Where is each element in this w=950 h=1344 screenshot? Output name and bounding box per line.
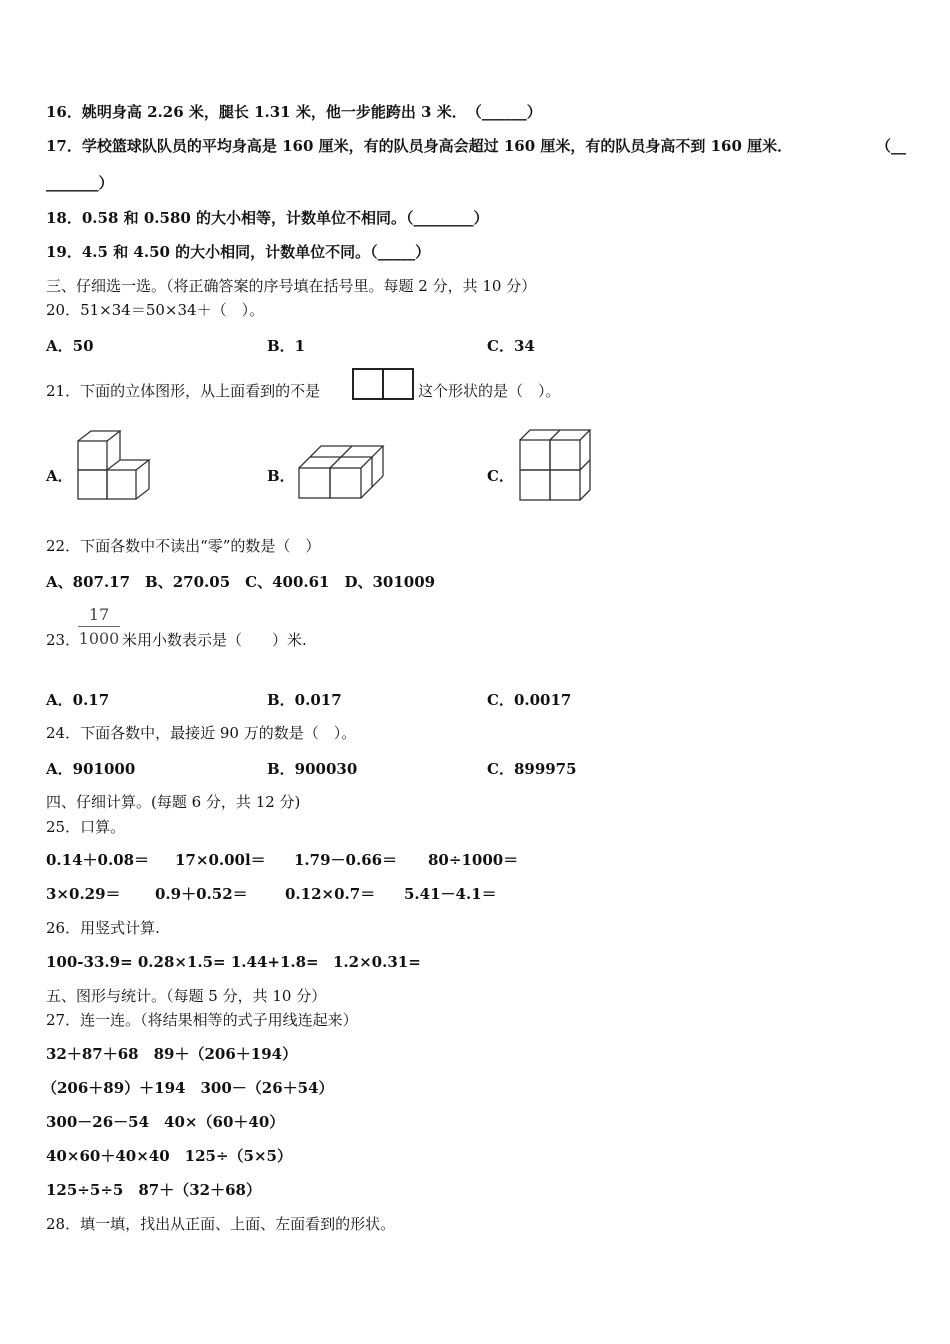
question-17-blank-end: _______） (46, 174, 114, 192)
q23-fraction (78, 605, 120, 648)
q27-row: 32＋87＋68 89＋（206＋194） (46, 1045, 298, 1063)
q23-option-b: B．0.017 (267, 691, 342, 709)
q22-options: A、807.17 B、270.05 C、400.61 D、301009 (46, 573, 436, 591)
q21-option-c: C． (487, 467, 514, 485)
q20-option-c: C．34 (487, 337, 535, 355)
question-27: 27．连一连。（将结果相等的式子用线连起来） (46, 1011, 358, 1029)
q25-item: 17×0.00l＝ (175, 851, 266, 869)
q25-item: 0.12×0.7＝ (285, 885, 376, 903)
question-20: 20．51×34＝50×34＋（ ）。 (46, 301, 265, 319)
q26-items: 100-33.9= 0.28×1.5= 1.44+1.8= (46, 953, 319, 971)
q25-item: 80÷1000＝ (428, 851, 519, 869)
q25-item: 1.79－0.66＝ (294, 851, 398, 869)
question-21-tail: 这个形状的是（ ）。 (418, 382, 561, 400)
question-17: 17．学校篮球队队员的平均身高是 160 厘米，有的队员身高会超过 160 厘米，有的队员身高不到 160 厘米． (46, 137, 793, 155)
q24-option-c: C．899975 (487, 760, 577, 778)
question-24: 24．下面各数中，最接近 90 万的数是（ ）。 (46, 724, 357, 742)
cube-figure-a-icon (74, 428, 154, 502)
question-25: 25．口算。 (46, 818, 126, 836)
q26-item: 1.2×0.31= (333, 953, 421, 971)
two-square-shape-icon (352, 368, 416, 402)
q24-option-a: A．901000 (46, 760, 136, 778)
q27-row: 40×60＋40×40 125÷（5×5） (46, 1147, 292, 1165)
section-4-heading: 四、仔细计算。(每题 6 分，共 12 分) (46, 793, 301, 811)
question-26: 26．用竖式计算. (46, 919, 160, 937)
section-5-heading: 五、图形与统计。（每题 5 分，共 10 分） (46, 987, 327, 1005)
question-22: 22．下面各数中不读出“零”的数是（ ） (46, 537, 321, 555)
question-17-blank-start: （__ (876, 137, 907, 155)
q21-option-b: B． (267, 467, 295, 485)
q25-item: 0.14＋0.08＝ (46, 851, 150, 869)
fraction-denominator: 1000 (78, 629, 120, 648)
q27-row: 125÷5÷5 87＋（32＋68） (46, 1181, 261, 1199)
q27-row: （206＋89）＋194 300－（26＋54） (42, 1079, 334, 1097)
question-21: 21．下面的立体图形，从上面看到的不是 (46, 382, 321, 400)
question-23-label: 23． (46, 631, 81, 649)
question-28: 28．填一填，找出从正面、上面、左面看到的形状。 (46, 1215, 396, 1233)
q24-option-b: B．900030 (267, 760, 358, 778)
question-19: 19．4.5 和 4.50 的大小相同，计数单位不同。（_____） (46, 243, 431, 261)
q25-item: 5.41－4.1＝ (404, 885, 497, 903)
cube-figure-b-icon (295, 442, 395, 502)
fraction-bar (78, 626, 120, 627)
question-16: 16．姚明身高 2.26 米，腿长 1.31 米，他一步能跨出 3 米． （______） (46, 103, 542, 121)
q23-option-a: A．0.17 (46, 691, 110, 709)
fraction-numerator: 17 (88, 605, 110, 624)
q23-option-c: C．0.0017 (487, 691, 572, 709)
q25-item: 0.9＋0.52＝ (155, 885, 248, 903)
question-23: 米用小数表示是（ ）米. (122, 631, 307, 649)
section-3-heading: 三、仔细选一选。（将正确答案的序号填在括号里。每题 2 分，共 10 分） (46, 277, 537, 295)
q25-item: 3×0.29＝ (46, 885, 121, 903)
question-18: 18．0.58 和 0.580 的大小相等，计数单位不相同。（________） (46, 209, 489, 227)
q20-option-a: A．50 (46, 337, 94, 355)
q20-option-b: B．1 (267, 337, 306, 355)
q21-option-a: A． (46, 467, 73, 485)
q27-row: 300－26－54 40×（60＋40） (46, 1113, 285, 1131)
cube-figure-c-icon (516, 428, 598, 504)
